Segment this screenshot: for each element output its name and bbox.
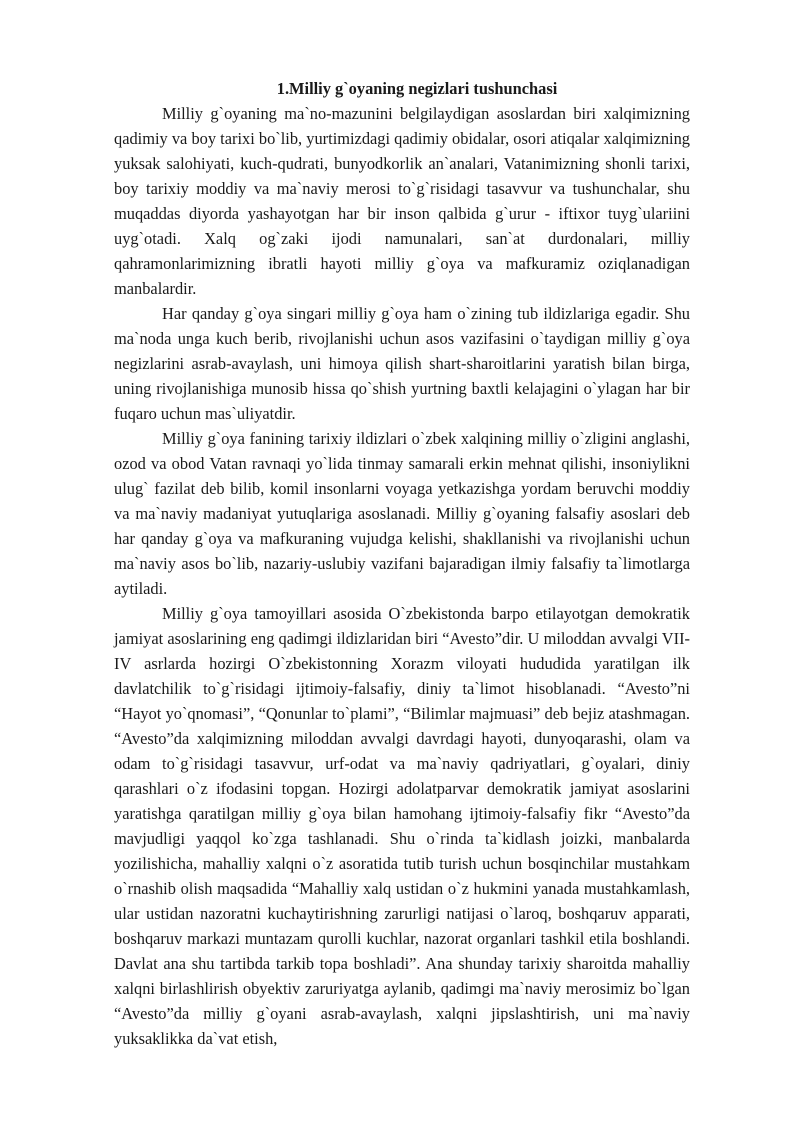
paragraph-2: Har qanday g`oya singari milliy g`oya ham o`zining tub ildizlariga egadir. Shu ma`noda unga kuch berib, rivojlanishi uchun asos vazifasini o`taydigan milliy g`oya negizlarini asrab-avaylash, uni himoya qilish shart-sharoitlarini yaratish bilan birga, uning rivojlanishiga munosib hissa qo`shish yurtning baxtli kelajagini o`ylagan har bir fuqaro uchun mas`uliyatdir. — [114, 304, 690, 423]
paragraph-4: Milliy g`oya tamoyillari asosida O`zbekistonda barpo etilayotgan demokratik jamiyat asoslarining eng qadimgi ildizlaridan biri “Avesto”dir. U miloddan avvalgi VII-IV asrlarda hozirgi O`zbekistonning Xorazm viloyati hududida yaratilgan ilk davlatchilik to`g`risidagi ijtimoiy-falsafiy, diniy ta`limot hisoblanadi. “Avesto”ni “Hayot yo`qnomasi”, “Qonunlar to`plami”, “Bilimlar majmuasi” deb bejiz atashmagan. “Avesto”da xalqimizning miloddan avvalgi davrdagi hayoti, dunyoqarashi, olam va odam to`g`risidagi tasavvur, urf-odat va ma`naviy qadriyatlari, g`oyalari, diniy qarashlari o`z ifodasini topgan. Hozirgi adolatparvar demokratik jamiyat asoslarini yaratishga qaratilgan milliy g`oya bilan hamohang ijtimoiy-falsafiy fikr “Avesto”da mavjudligi yaqqol ko`zga tashlanadi. Shu o`rinda ta`kidlash joizki, manbalarda yozilishicha, mahalliy xalqni o`z asoratida tutib turish uchun bosqinchilar mustahkam o`rnashib olish maqsadida “Mahalliy xalq ustidan o`z hukmini yanada mustahkamlash, ular ustidan nazoratni kuchaytirishning zarurligi natijasi o`laroq, boshqaruv apparati, boshqaruv markazi muntazam qurolli kuchlar, nazorat organlari tashkil etila boshlandi. Davlat ana shu tartibda tarkib topa boshladi”. Ana shunday tarixiy sharoitda mahalliy xalqni birlashlirish obyektiv zaruriyatga aylanib, qadimgi ma`naviy merosimiz bo`lgan “Avesto”da milliy g`oyani asrab-avaylash, xalqni jipslashtirish, uni ma`naviy yuksaklikka da`vat etish, — [114, 604, 690, 1048]
paragraph-3: Milliy g`oya fanining tarixiy ildizlari o`zbek xalqining milliy o`zligini anglashi, ozod va obod Vatan ravnaqi yo`lida tinmay samarali erkin mehnat qilishi, insoniylikni ulug` fazilat deb bilib, komil insonlarni voyaga yetkazishga yordam beruvchi moddiy va ma`naviy madaniyat yutuqlariga asoslanadi. Milliy g`oyaning falsafiy asoslari deb har qanday g`oya va mafkuraning vujudga kelishi, shakllanishi va rivojlanishi uchun ma`naviy asos bo`lib, nazariy-uslubiy vazifani bajaradigan ilmiy falsafiy ta`limotlarga aytiladi. — [114, 429, 690, 598]
paragraph-1: Milliy g`oyaning ma`no-mazunini belgilaydigan asoslardan biri xalqimizning qadimiy va boy tarixi bo`lib, yurtimizdagi qadimiy obidalar, osori atiqalar xalqimizning yuksak salohiyati, kuch-qudrati, bunyodkorlik an`analari, Vatanimizning shonli tarixi, boy tarixiy moddiy va ma`naviy merosi to`g`risidagi tasavvur va tushunchalar, shu muqaddas diyorda yashayotgan har bir inson qalbida g`urur - iftixor tuyg`ulariini uyg`otadi. Xalq og`zaki ijodi namunalari, san`at durdonalari, milliy qahramonlarimizning ibratli hayoti milliy g`oya va mafkuramiz oziqlanadigan manbalardir. — [114, 104, 690, 298]
section-title: 1.Milliy g`oyaning negizlari tushunchasi — [276, 79, 558, 98]
document-page — [114, 76, 690, 1051]
